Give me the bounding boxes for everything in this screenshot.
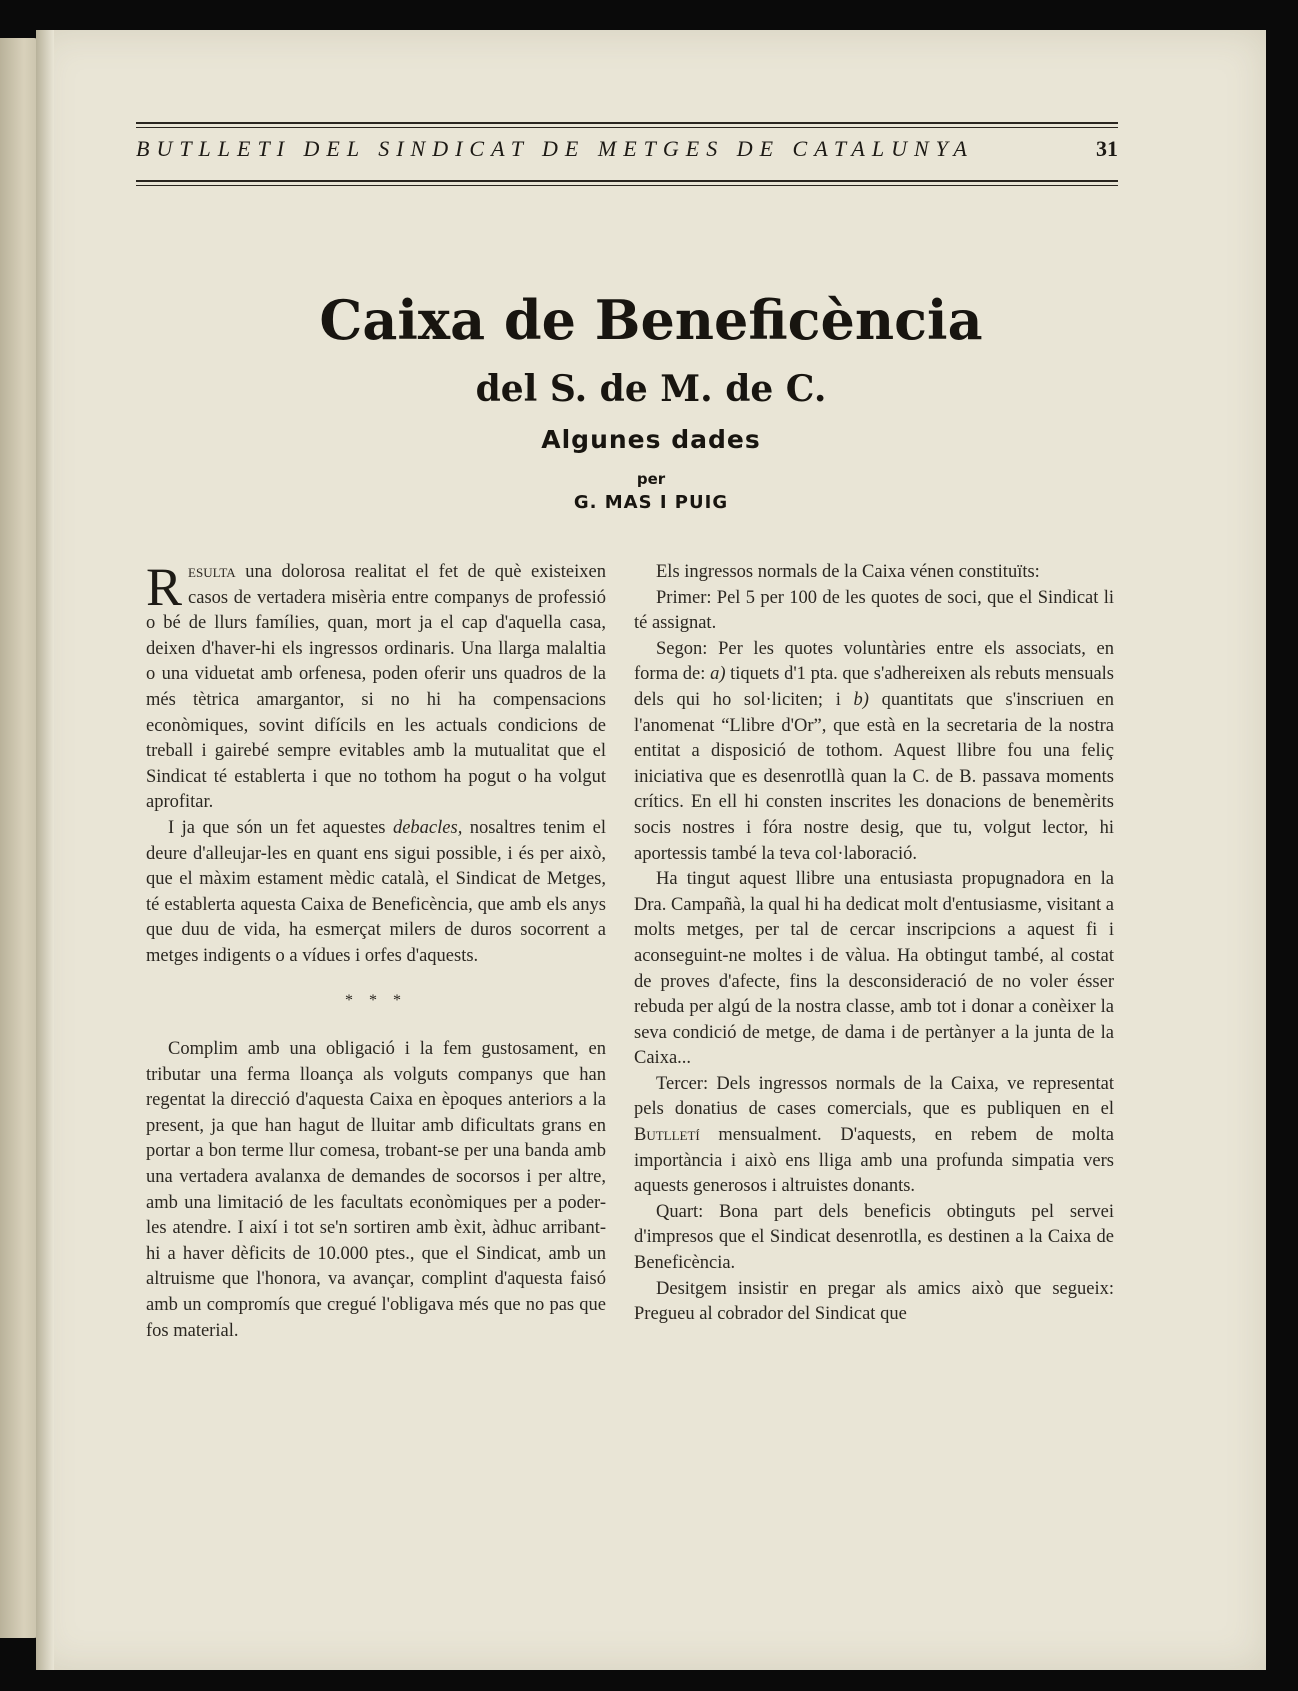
italic-text: debacles, xyxy=(392,817,463,838)
paragraph-text: I ja que són un fet aquestes xyxy=(168,817,393,838)
small-caps-text: esulta xyxy=(188,562,236,582)
paragraph-text: tiquets d'1 pta. que s'adhereixen als rebuts mensuals dels qui ho sol·liciten; i xyxy=(634,664,1114,710)
italic-text: b) xyxy=(853,689,869,710)
paragraph xyxy=(634,1072,1114,1200)
italic-text: a) xyxy=(710,664,726,685)
header-rule xyxy=(136,185,1118,186)
small-caps-text: Butlletí xyxy=(634,1125,700,1146)
running-header xyxy=(136,122,1118,192)
header-rule xyxy=(136,180,1118,182)
drop-cap: R xyxy=(146,557,183,617)
article-heading: Algunes dades xyxy=(541,425,761,454)
paragraph xyxy=(634,637,1114,867)
paragraph: Els ingressos normals de la Caixa vénen constituïts: xyxy=(656,562,1040,582)
paragraph xyxy=(146,557,606,816)
paragraph-text: Tercer: Dels ingressos normals de la Caixa, ve representat pels donatius de cases comercials, que es publiquen en el xyxy=(634,1073,1114,1120)
paragraph: Desitgem insistir en pregar als amics això que segueix: Pregueu al cobrador del Sindicat que xyxy=(634,1278,1114,1325)
article-title: Caixa de Beneficència xyxy=(319,288,983,352)
paragraph-text: una dolorosa realitat el fet de què existeixen casos de vertadera misèria entre companys de professió o bé de llurs famílies, quan, mort ja el cap d'aquella casa, deixen d'haver-hi els ingressos ordinaris. Una llarga malaltia o una viduetat amb orfenesa, poden oferir uns quadros de la més tètrica amargantor, si no hi ha compensacions econòmiques, sovint difícils en les actuals condicions de treball i gairebé sempre evitables amb la mutualitat que el Sindicat té establerta i que no tothom ha pogut o ha volgut aprofitar. xyxy=(146,562,606,813)
page-gutter xyxy=(36,30,54,1670)
article-subtitle: del S. de M. de C. xyxy=(475,368,827,410)
header-rule xyxy=(136,127,1118,128)
right-column xyxy=(634,560,1114,1328)
left-column xyxy=(146,557,607,1344)
paragraph-text: nosaltres tenim el deure d'alleujar-les en quant ens sigui possible, i és per això, que el màxim estament mèdic català, el Sindicat de Metges, té establerta aquesta Caixa de Beneficència, que amb els anys que duu de vida, ha esmerçat milers de duros socorrent a metges indigents o a vídues i orfes d'aquests. xyxy=(146,817,607,966)
header-rule xyxy=(136,122,1118,124)
book-page xyxy=(36,30,1266,1670)
author-name: G. MAS I PUIG xyxy=(573,492,729,513)
section-separator: * * * xyxy=(345,991,407,1009)
paragraph: Complim amb una obligació i la fem gustosament, en tributar una ferma lloança als volguts companys que han regentat la direcció d'aquesta Caixa en èpoques anteriors a la present, ja que han hagut de lluitar amb dificultats grans en portar a bon terme llur comesa, trobant-se per una banda amb una vertadera avalanxa de demandes de socorsos i per altre, amb una limitació de les facultats econòmiques per a poder-les atendre. I així i tot se'n sortiren amb èxit, àdhuc arribant-hi a haver dèficits de 10.000 ptes., que el Sindicat, amb un altruisme que l'honora, va avançar, complint d'aquesta faisó amb un compromís que cregué l'obligava més que no pas que fos material. xyxy=(146,1039,606,1341)
paragraph-text: quantitats que s'inscriuen en l'anomenat “Llibre d'Or”, que està en la secretaria de la nostra entitat a disposició de tothom. Aquest llibre fou una feliç iniciativa que es desenrotllà quan la C. de B. passava moments crítics. En ell hi consten inscrites les donacions de benemèrits socis nostres i fóra nostre desig, que tu, volgut lector, hi aportessis també la teva col·laboració. xyxy=(634,689,1115,864)
running-title: BUTLLETI DEL SINDICAT DE METGES DE CATALUNYA xyxy=(136,136,974,161)
paragraph: Quart: Bona part dels beneficis obtinguts pel servei d'impresos que el Sindicat desenrotlla, es destinen a la Caixa de Beneficència. xyxy=(634,1201,1114,1274)
facing-page-edge xyxy=(0,38,40,1638)
byline-per: per xyxy=(636,470,666,488)
paragraph-text: Segon: Per les quotes voluntàries entre els associats, en forma de: xyxy=(634,638,1114,685)
paragraph-text: mensualment. D'aquests, en rebem de molta importància i això ens lliga amb una profunda simpatia vers aquests generosos i altruistes donants. xyxy=(634,1125,1114,1197)
page-number: 31 xyxy=(1096,136,1118,161)
paragraph: Ha tingut aquest llibre una entusiasta propugnadora en la Dra. Campañà, la qual hi ha dedicat molt d'entusiasme, visitant a molts metges, per tal de cercar inscripcions a aquest fi i aconseguint-ne moltes i de vàlua. Ha obtingut també, al costat de proves d'afecte, fins la desconsideració de no voler ésser rebuda per algú de la nostra classe, amb tot i donar a conèixer la seva condició de metge, de dama i de pertànyer a la junta de la Caixa... xyxy=(634,869,1114,1069)
paragraph: Primer: Pel 5 per 100 de les quotes de soci, que el Sindicat li té assignat. xyxy=(634,587,1114,634)
paragraph xyxy=(146,816,606,970)
